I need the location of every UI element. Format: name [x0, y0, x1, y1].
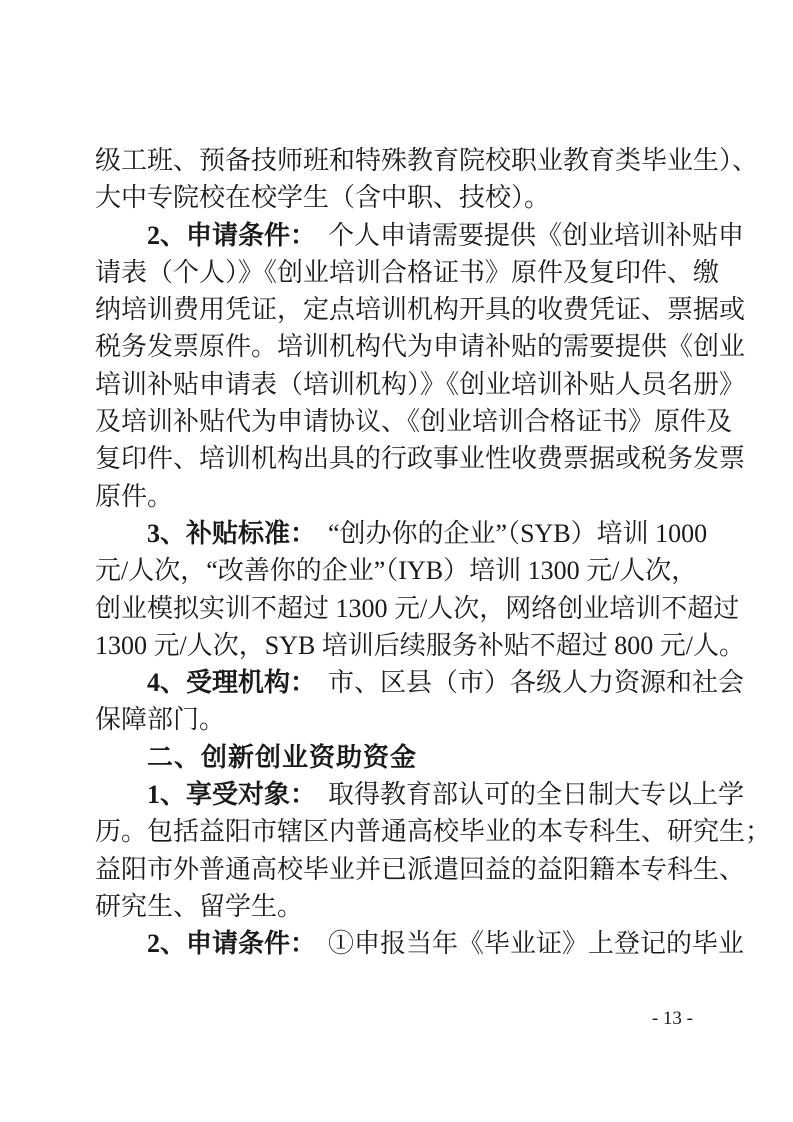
- page-number: - 13 -: [651, 1008, 693, 1029]
- text-line: [95, 701, 703, 738]
- text-line: [95, 403, 733, 440]
- paragraph-label: 4、受理机构：: [147, 668, 317, 698]
- section-heading: 二、创新创业资助资金: [147, 741, 418, 772]
- paragraph-label: 1、享受对象：: [147, 780, 317, 810]
- paragraph-text: “创办你的企业”（SYB）培训 1000: [328, 518, 708, 548]
- text-line: [95, 179, 703, 216]
- paragraph-label: 2、申请条件：: [147, 220, 317, 250]
- text-line: [95, 217, 745, 254]
- text-line: [95, 888, 703, 925]
- text-line: [95, 590, 740, 627]
- paragraph-text: 研究生、留学生。: [95, 891, 304, 921]
- paragraph-label: 2、申请条件：: [147, 929, 317, 959]
- text-line: [95, 291, 746, 328]
- paragraph-text: 税务发票原件。培训机构代为申请补贴的需要提供《创业: [95, 332, 746, 362]
- text-line: [95, 478, 703, 515]
- paragraph-text: 元/人次，“改善你的企业”（IYB）培训 1300 元/人次，: [95, 556, 698, 586]
- paragraph-text: 市、区县（市）各级人力资源和社会: [328, 668, 745, 698]
- paragraph-text: 培训补贴申请表（培训机构）》《创业培训补贴人员名册》: [95, 369, 746, 399]
- paragraph-text: 纳培训费用凭证，定点培训机构开具的收费凭证、票据或: [95, 295, 746, 325]
- text-line: [95, 925, 745, 962]
- paragraph-text: 个人申请需要提供《创业培训补贴申: [328, 220, 745, 250]
- text-line: [95, 851, 746, 888]
- paragraph-text: ①申报当年《毕业证》上登记的毕业: [328, 929, 745, 959]
- paragraph-text: 请表（个人）》《创业培训合格证书》原件及复印件、缴: [95, 257, 720, 287]
- paragraph-text: 及培训补贴代为申请协议、《创业培训合格证书》原件及: [95, 407, 733, 437]
- text-line: [95, 813, 772, 850]
- text-line: [95, 552, 703, 589]
- paragraph-label: 3、补贴标准：: [147, 518, 317, 548]
- paragraph-text: 大中专院校在校学生（含中职、技校）。: [95, 183, 551, 213]
- text-line: [95, 328, 746, 365]
- text-line: [95, 142, 759, 179]
- paragraph-text: 益阳市外普通高校毕业并已派遣回益的益阳籍本专科生、: [95, 854, 746, 884]
- paragraph-text: 创业模拟实训不超过 1300 元/人次，网络创业培训不超过: [95, 593, 740, 623]
- text-line: [95, 254, 720, 291]
- text-line: [95, 440, 746, 477]
- text-line: [95, 776, 745, 813]
- paragraph-text: 取得教育部认可的全日制大专以上学: [328, 780, 745, 810]
- text-line: [95, 739, 703, 776]
- text-line: [95, 366, 746, 403]
- text-line: [95, 627, 746, 664]
- paragraph-text: 1300 元/人次，SYB 培训后续服务补贴不超过 800 元/人。: [95, 630, 746, 660]
- paragraph-text: 复印件、培训机构出具的行政事业性收费票据或税务发票: [95, 444, 746, 474]
- paragraph-text: 级工班、预备技师班和特殊教育院校职业教育类毕业生）、: [95, 146, 759, 175]
- document-body: [95, 142, 772, 963]
- paragraph-text: 原件。: [95, 481, 174, 511]
- text-line: [95, 664, 745, 701]
- paragraph-text: 保障部门。: [95, 705, 226, 735]
- text-line: [95, 515, 708, 552]
- paragraph-text: 历。包括益阳市辖区内普通高校毕业的本专科生、研究生；: [95, 817, 772, 847]
